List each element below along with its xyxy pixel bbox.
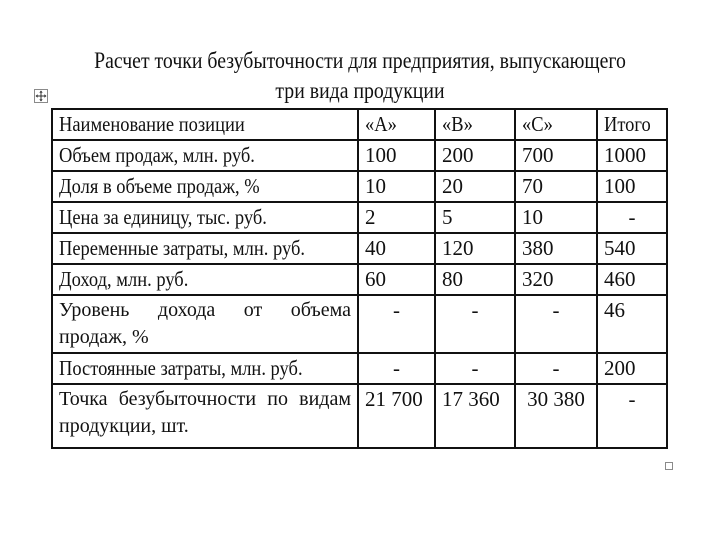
row-label-cell: Доход, млн. руб. bbox=[52, 264, 358, 295]
table-row bbox=[52, 171, 667, 202]
table-cell: - bbox=[597, 202, 667, 233]
table-cell: 40 bbox=[358, 233, 435, 264]
title-line-1: Расчет точки безубыточности для предприятия, выпускающего bbox=[94, 48, 626, 73]
header-cell: Наименование позиции bbox=[52, 109, 358, 140]
table-cell: 70 bbox=[515, 171, 597, 202]
table-row bbox=[52, 140, 667, 171]
title-line-2: три вида продукции bbox=[275, 78, 445, 103]
table-row bbox=[52, 202, 667, 233]
table-cell: 320 bbox=[515, 264, 597, 295]
table-cell: 21 700 bbox=[358, 384, 435, 448]
table-header-row bbox=[52, 109, 667, 140]
table-cell: 100 bbox=[358, 140, 435, 171]
table-cell: - bbox=[358, 295, 435, 353]
table-cell: 46 bbox=[597, 295, 667, 353]
table-cell: 10 bbox=[358, 171, 435, 202]
table-cell: 100 bbox=[597, 171, 667, 202]
row-label-cell: Цена за единицу, тыс. руб. bbox=[52, 202, 358, 233]
table-cell: 200 bbox=[435, 140, 515, 171]
row-label-cell: Переменные затраты, млн. руб. bbox=[52, 233, 358, 264]
breakeven-table bbox=[51, 108, 668, 449]
table-cell: 540 bbox=[597, 233, 667, 264]
row-label-cell: Точка безубыточности по видам продукции, шт. bbox=[52, 384, 358, 448]
table-cell: 80 bbox=[435, 264, 515, 295]
table-cell: 5 bbox=[435, 202, 515, 233]
table-cell: 200 bbox=[597, 353, 667, 384]
table-cell: - bbox=[515, 295, 597, 353]
table-cell: 380 bbox=[515, 233, 597, 264]
row-label-cell: Постоянные затраты, млн. руб. bbox=[52, 353, 358, 384]
table-move-handle-icon[interactable] bbox=[34, 89, 48, 103]
header-cell: «В» bbox=[435, 109, 515, 140]
table-row bbox=[52, 264, 667, 295]
table-cell: 20 bbox=[435, 171, 515, 202]
table-cell: 120 bbox=[435, 233, 515, 264]
row-label-cell: Доля в объеме продаж, % bbox=[52, 171, 358, 202]
header-cell: «А» bbox=[358, 109, 435, 140]
table-row bbox=[52, 233, 667, 264]
header-cell: «С» bbox=[515, 109, 597, 140]
table-row bbox=[52, 295, 667, 353]
table-cell: 1000 bbox=[597, 140, 667, 171]
document-title bbox=[50, 46, 669, 106]
table-cell: - bbox=[515, 353, 597, 384]
table-cell: - bbox=[597, 384, 667, 448]
row-label-cell: Уровень дохода от объема продаж, % bbox=[52, 295, 358, 353]
table-cell: - bbox=[435, 353, 515, 384]
table-cell: 60 bbox=[358, 264, 435, 295]
table-cell: - bbox=[358, 353, 435, 384]
table-resize-handle[interactable] bbox=[665, 462, 673, 470]
table-row bbox=[52, 353, 667, 384]
table-cell: - bbox=[435, 295, 515, 353]
table-cell: 2 bbox=[358, 202, 435, 233]
header-cell: Итого bbox=[597, 109, 667, 140]
table-cell: 17 360 bbox=[435, 384, 515, 448]
table-row bbox=[52, 384, 667, 448]
row-label-cell: Объем продаж, млн. руб. bbox=[52, 140, 358, 171]
table-cell: 460 bbox=[597, 264, 667, 295]
table-cell: 30 380 bbox=[515, 384, 597, 448]
table-cell: 10 bbox=[515, 202, 597, 233]
table-cell: 700 bbox=[515, 140, 597, 171]
